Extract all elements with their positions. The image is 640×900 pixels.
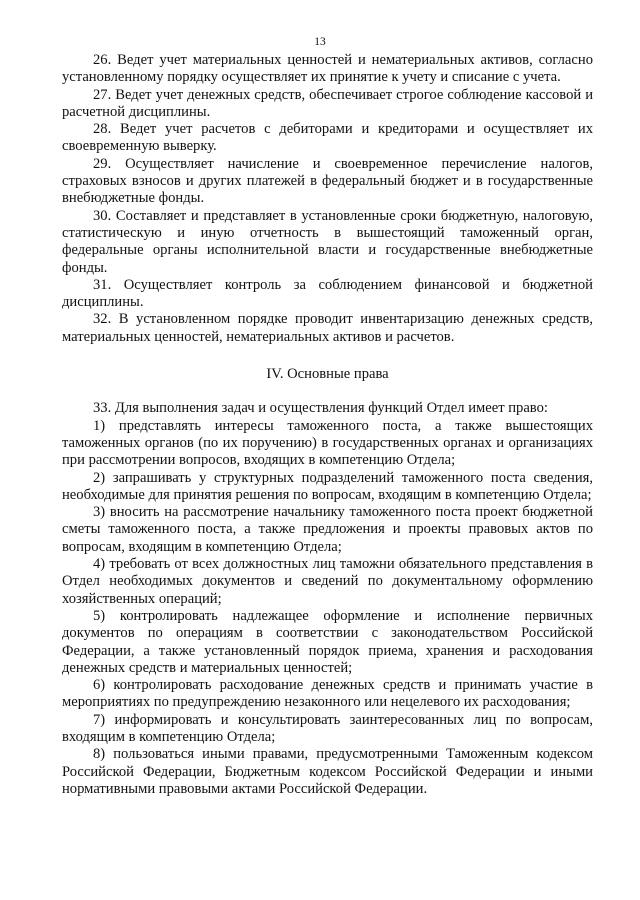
right-item-5: 5) контролировать надлежащее оформление и исполнение первичных документов по операциям в соответствии с законодательством Российской Федерации, а также установленный порядок приема, хранения и расходования денежных средств и материальных ценностей;: [62, 607, 593, 676]
paragraph-29: 29. Осуществляет начисление и своевременное перечисление налогов, страховых взносов и других платежей в федеральный бюджет и в государственные внебюджетные фонды.: [62, 155, 593, 207]
paragraph-26: 26. Ведет учет материальных ценностей и нематериальных активов, согласно установленному порядку осуществляет их принятие к учету и списание с учета.: [62, 52, 593, 86]
right-item-4: 4) требовать от всех должностных лиц таможни обязательного представления в Отдел необходимых документов и сведений по документальному оформлению хозяйственных операций;: [62, 556, 593, 607]
paragraph-27: 27. Ведет учет денежных средств, обеспечивает строгое соблюдение кассовой и расчетной дисциплины.: [62, 86, 593, 120]
paragraph-33: 33. Для выполнения задач и осуществления функций Отдел имеет право:: [93, 400, 548, 417]
right-item-3: 3) вносить на рассмотрение начальнику таможенного поста проект бюджетной сметы таможенного поста, а также предложения и проекты правовых актов по вопросам, входящим в компетенцию Отдела;: [62, 504, 593, 555]
paragraph-28: 28. Ведет учет расчетов с дебиторами и кредиторами и осуществляет их своевременную выверку.: [62, 121, 593, 155]
section-heading: IV. Основные права: [266, 366, 389, 383]
right-item-2: 2) запрашивать у структурных подразделений таможенного поста сведения, необходимые для принятия решения по вопросам, входящим в компетенцию Отдела;: [62, 469, 593, 503]
right-item-7: 7) информировать и консультировать заинтересованных лиц по вопросам, входящим в компетенцию Отдела;: [62, 711, 593, 745]
paragraph-30: 30. Составляет и представляет в установленные сроки бюджетную, налоговую, статистическую и иную отчетность в вышестоящий таможенный орган, федеральные органы исполнительной власти и государственные внебюджетные фонды.: [62, 207, 593, 276]
right-item-6: 6) контролировать расходование денежных средств и принимать участие в мероприятиях по предупреждению незаконного или нецелевого их расходования;: [62, 677, 593, 711]
page-number: 13: [314, 36, 326, 48]
document-body: [62, 52, 593, 798]
paragraph-32: 32. В установленном порядке проводит инвентаризацию денежных средств, материальных ценностей, нематериальных активов и расчетов.: [62, 311, 593, 345]
right-item-1: 1) представлять интересы таможенного поста, а также вышестоящих таможенных органов (по их поручению) в государственных органах и организациях при рассмотрении вопросов, входящих в компетенцию Отдела;: [62, 417, 593, 469]
right-item-8: 8) пользоваться иными правами, предусмотренными Таможенным кодексом Российской Федерации, Бюджетным кодексом Российской Федерации и иными нормативными правовыми актами Российской Федерации.: [62, 746, 593, 797]
paragraph-31: 31. Осуществляет контроль за соблюдением финансовой и бюджетной дисциплины.: [62, 276, 593, 311]
